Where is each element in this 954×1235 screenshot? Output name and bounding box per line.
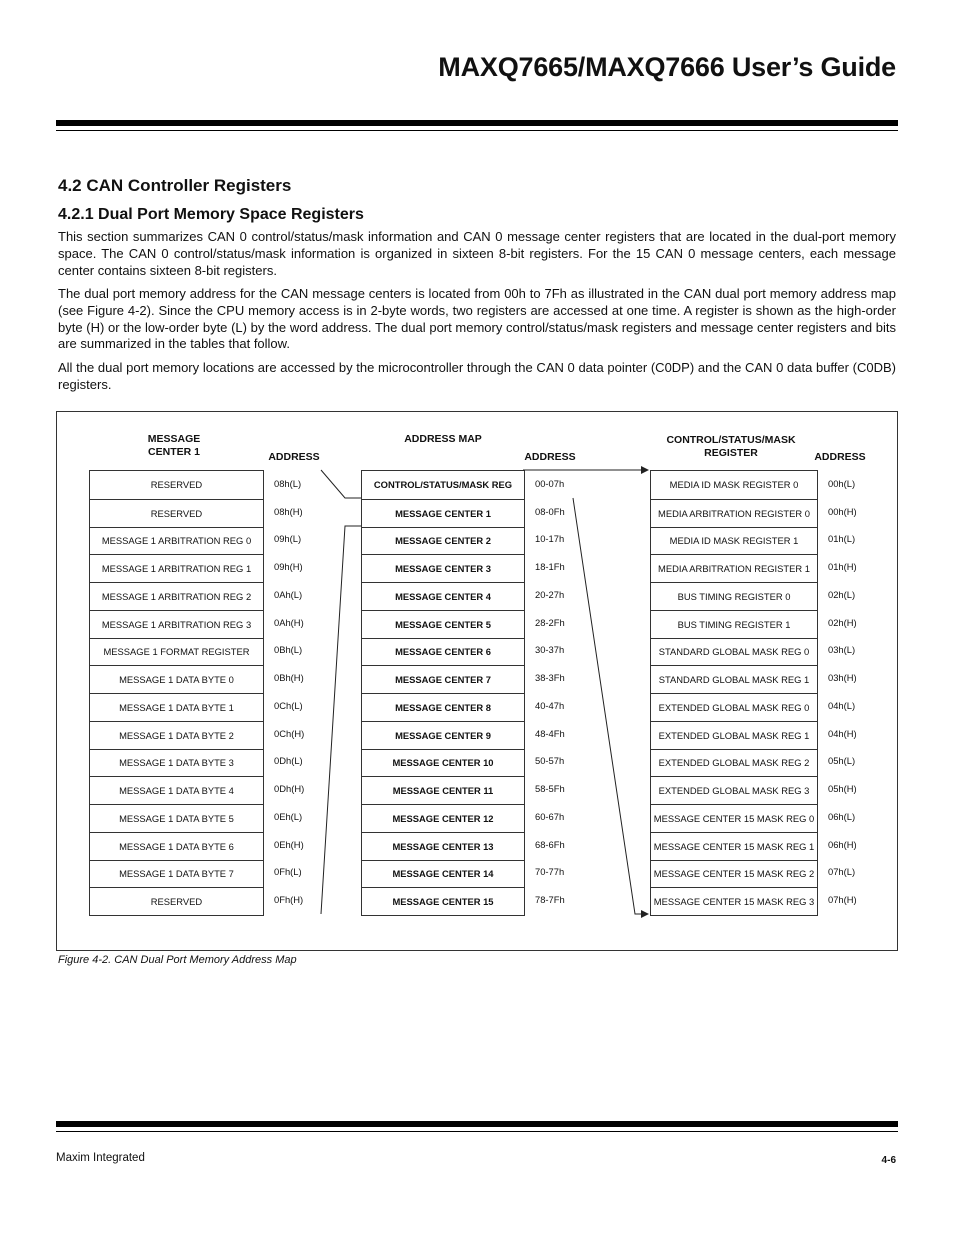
document-title: MAXQ7665/MAXQ7666 User’s Guide bbox=[438, 52, 896, 82]
paragraph-3: All the dual port memory locations are accessed by the microcontroller through the CAN 0 data pointer (C0DP) and the CAN 0 data buffer (C0DB) registers. bbox=[58, 360, 896, 392]
message-center-1-register-cell: MESSAGE 1 ARBITRATION REG 3 bbox=[90, 610, 263, 638]
address-map-register-cell: MESSAGE CENTER 5 bbox=[362, 610, 524, 638]
address-map-register-cell: MESSAGE CENTER 10 bbox=[362, 749, 524, 777]
message-center-1-register-cell: MESSAGE 1 DATA BYTE 0 bbox=[90, 665, 263, 693]
control-status-mask-register-cell: MESSAGE CENTER 15 MASK REG 1 bbox=[651, 832, 817, 860]
address-map-address-label: 40-47h bbox=[535, 699, 565, 711]
message-center-1-register-cell: MESSAGE 1 DATA BYTE 3 bbox=[90, 749, 263, 777]
message-center-1-register-cell: MESSAGE 1 DATA BYTE 1 bbox=[90, 693, 263, 721]
address-map-address-label: 20-27h bbox=[535, 588, 565, 600]
address-map-register-cell: MESSAGE CENTER 2 bbox=[362, 527, 524, 555]
message-center-1-address-label: 0Dh(H) bbox=[274, 783, 305, 795]
page-number: 4-6 bbox=[881, 1155, 896, 1166]
control-status-mask-register-cell: MESSAGE CENTER 15 MASK REG 2 bbox=[651, 860, 817, 888]
message-center-1-address-label: 0Ch(L) bbox=[274, 699, 303, 711]
control-status-mask-address-label: 05h(H) bbox=[828, 783, 857, 795]
subsection-heading: 4.2.1 Dual Port Memory Space Registers bbox=[58, 206, 364, 223]
address-map-address-label: 30-37h bbox=[535, 644, 565, 656]
control-status-mask-address-label: 03h(H) bbox=[828, 672, 857, 684]
message-center-1-address-label: 09h(L) bbox=[274, 533, 302, 545]
address-map-address-label: 60-67h bbox=[535, 810, 565, 822]
address-map-register-cell: MESSAGE CENTER 15 bbox=[362, 887, 524, 915]
control-status-mask-register-cell: MEDIA ID MASK REGISTER 0 bbox=[669, 479, 799, 491]
connector-csm-bottom bbox=[573, 498, 648, 914]
message-center-1-register-cell: MESSAGE 1 ARBITRATION REG 0 bbox=[90, 527, 263, 555]
message-center-1-address-label: 0Ah(L) bbox=[274, 588, 303, 600]
address-map-register-cell: MESSAGE CENTER 14 bbox=[362, 860, 524, 888]
control-status-mask-register-cell: EXTENDED GLOBAL MASK REG 2 bbox=[651, 749, 817, 777]
control-status-mask-register-cell: EXTENDED GLOBAL MASK REG 3 bbox=[651, 776, 817, 804]
address-map-register-cell: MESSAGE CENTER 6 bbox=[362, 638, 524, 666]
header-message-center-1: MESSAGE CENTER 1 bbox=[147, 433, 201, 458]
address-map-address-label: 00-07h bbox=[535, 477, 565, 489]
address-map-register-cell: MESSAGE CENTER 1 bbox=[362, 499, 524, 527]
address-map-address-label: 50-57h bbox=[535, 755, 565, 767]
control-status-mask-register-cell: BUS TIMING REGISTER 1 bbox=[651, 610, 817, 638]
control-status-mask-address-label: 04h(H) bbox=[828, 727, 857, 739]
address-map-register-cell: MESSAGE CENTER 7 bbox=[362, 665, 524, 693]
control-status-mask-address-label: 02h(H) bbox=[828, 616, 857, 628]
paragraph-1: This section summarizes CAN 0 control/status/mask information and CAN 0 message center registers that are located in the dual-port memory space. The CAN 0 control/status/mask information is organized in sixteen 8-bit registers. For the 15 CAN 0 message centers, each message center contains sixteen 8-bit registers. bbox=[58, 229, 896, 278]
header-address-map: ADDRESS MAP bbox=[404, 433, 482, 445]
footer-rule-thin bbox=[56, 1131, 898, 1132]
control-status-mask-register-cell: MEDIA ID MASK REGISTER 1 bbox=[651, 527, 817, 555]
control-status-mask-address-label: 03h(L) bbox=[828, 644, 856, 656]
connector-mc1-top bbox=[321, 470, 361, 498]
address-map-register-cell: MESSAGE CENTER 9 bbox=[362, 721, 524, 749]
address-map-address-label: 38-3Fh bbox=[535, 672, 565, 684]
address-map-register-cell: MESSAGE CENTER 13 bbox=[362, 832, 524, 860]
message-center-1-address-label: 0Bh(L) bbox=[274, 644, 303, 656]
address-map-address-label: 48-4Fh bbox=[535, 727, 565, 739]
message-center-1-address-label: 0Bh(H) bbox=[274, 672, 304, 684]
control-status-mask-address-label: 01h(H) bbox=[828, 561, 857, 573]
address-map-address-label: 78-7Fh bbox=[535, 894, 565, 906]
header-address-right: ADDRESS bbox=[814, 451, 866, 463]
address-map-address-label: 28-2Fh bbox=[535, 616, 565, 628]
control-status-mask-register-cell: EXTENDED GLOBAL MASK REG 1 bbox=[651, 721, 817, 749]
control-status-mask-address-label: 04h(L) bbox=[828, 699, 856, 711]
message-center-1-register-cell: MESSAGE 1 DATA BYTE 4 bbox=[90, 776, 263, 804]
control-status-mask-address-label: 00h(H) bbox=[828, 505, 857, 517]
message-center-1-address-label: 0Eh(L) bbox=[274, 810, 303, 822]
message-center-1-address-label: 0Eh(H) bbox=[274, 838, 304, 850]
control-status-mask-address-label: 00h(L) bbox=[828, 477, 856, 489]
header-address-left: ADDRESS bbox=[268, 451, 320, 463]
control-status-mask-address-label: 02h(L) bbox=[828, 588, 856, 600]
control-status-mask-address-label: 01h(L) bbox=[828, 533, 856, 545]
control-status-mask-address-label: 06h(H) bbox=[828, 838, 857, 850]
address-map-register-cell: MESSAGE CENTER 12 bbox=[362, 804, 524, 832]
message-center-1-address-label: 0Fh(H) bbox=[274, 894, 304, 906]
message-center-1-register-cell: MESSAGE 1 DATA BYTE 7 bbox=[90, 860, 263, 888]
control-status-mask-register-cell: MEDIA ARBITRATION REGISTER 0 bbox=[651, 499, 817, 527]
message-center-1-address-label: 0Ah(H) bbox=[274, 616, 304, 628]
address-map-register-cell: MESSAGE CENTER 11 bbox=[362, 776, 524, 804]
section-heading: 4.2 CAN Controller Registers bbox=[58, 176, 292, 195]
control-status-mask-address-label: 05h(L) bbox=[828, 755, 856, 767]
message-center-1-address-label: 0Dh(L) bbox=[274, 755, 303, 767]
message-center-1-address-label: 0Fh(L) bbox=[274, 866, 302, 878]
address-map-address-label: 68-6Fh bbox=[535, 838, 565, 850]
message-center-1-address-label: 0Ch(H) bbox=[274, 727, 305, 739]
address-map-register-cell: MESSAGE CENTER 3 bbox=[362, 554, 524, 582]
message-center-1-register-cell: MESSAGE 1 DATA BYTE 6 bbox=[90, 832, 263, 860]
message-center-1-register-cell: RESERVED bbox=[90, 499, 263, 527]
header-control-status-mask: CONTROL/STATUS/MASK REGISTER bbox=[666, 434, 796, 459]
paragraph-2: The dual port memory address for the CAN message centers is located from 00h to 7Fh as illustrated in the CAN dual port memory address map (see Figure 4-2). Since the CPU memory access is in 2-byte words, two registers are accessed at one time. A register is shown as the high-order byte (H) or the low-order byte (L) by the word address. The dual port memory control/status/mask registers and message center registers and bits are summarized in the tables that follow. bbox=[58, 286, 896, 352]
address-map-address-label: 70-77h bbox=[535, 866, 565, 878]
footer-company: Maxim Integrated bbox=[56, 1152, 145, 1164]
message-center-1-address-label: 08h(H) bbox=[274, 505, 303, 517]
control-status-mask-register-cell: MEDIA ARBITRATION REGISTER 1 bbox=[651, 554, 817, 582]
message-center-1-register-cell: MESSAGE 1 ARBITRATION REG 1 bbox=[90, 554, 263, 582]
message-center-1-address-label: 09h(H) bbox=[274, 561, 303, 573]
message-center-1-register-cell: RESERVED bbox=[150, 479, 203, 491]
address-map-register-cell: CONTROL/STATUS/MASK REG bbox=[373, 479, 513, 491]
footer-rule-thick bbox=[56, 1121, 898, 1127]
message-center-1-register-cell: MESSAGE 1 ARBITRATION REG 2 bbox=[90, 582, 263, 610]
control-status-mask-register-cell: STANDARD GLOBAL MASK REG 0 bbox=[651, 638, 817, 666]
address-map-address-label: 18-1Fh bbox=[535, 561, 565, 573]
control-status-mask-address-label: 07h(L) bbox=[828, 866, 856, 878]
connector-mc1-bottom bbox=[321, 526, 361, 914]
control-status-mask-register-cell: MESSAGE CENTER 15 MASK REG 0 bbox=[651, 804, 817, 832]
address-map-register-cell: MESSAGE CENTER 8 bbox=[362, 693, 524, 721]
message-center-1-address-label: 08h(L) bbox=[274, 477, 302, 489]
header-address-mid: ADDRESS bbox=[524, 451, 576, 463]
address-map-address-label: 08-0Fh bbox=[535, 505, 565, 517]
control-status-mask-register-cell: STANDARD GLOBAL MASK REG 1 bbox=[651, 665, 817, 693]
control-status-mask-register-cell: EXTENDED GLOBAL MASK REG 0 bbox=[651, 693, 817, 721]
control-status-mask-register-cell: MESSAGE CENTER 15 MASK REG 3 bbox=[651, 887, 817, 915]
address-map-address-label: 58-5Fh bbox=[535, 783, 565, 795]
message-center-1-register-cell: MESSAGE 1 DATA BYTE 2 bbox=[90, 721, 263, 749]
control-status-mask-address-label: 07h(H) bbox=[828, 894, 857, 906]
address-map-address-label: 10-17h bbox=[535, 533, 565, 545]
control-status-mask-address-label: 06h(L) bbox=[828, 810, 856, 822]
message-center-1-register-cell: MESSAGE 1 FORMAT REGISTER bbox=[90, 638, 263, 666]
message-center-1-register-cell: RESERVED bbox=[90, 887, 263, 915]
control-status-mask-register-cell: BUS TIMING REGISTER 0 bbox=[651, 582, 817, 610]
address-map-register-cell: MESSAGE CENTER 4 bbox=[362, 582, 524, 610]
figure-caption: Figure 4-2. CAN Dual Port Memory Address Map bbox=[58, 954, 297, 966]
message-center-1-register-cell: MESSAGE 1 DATA BYTE 5 bbox=[90, 804, 263, 832]
